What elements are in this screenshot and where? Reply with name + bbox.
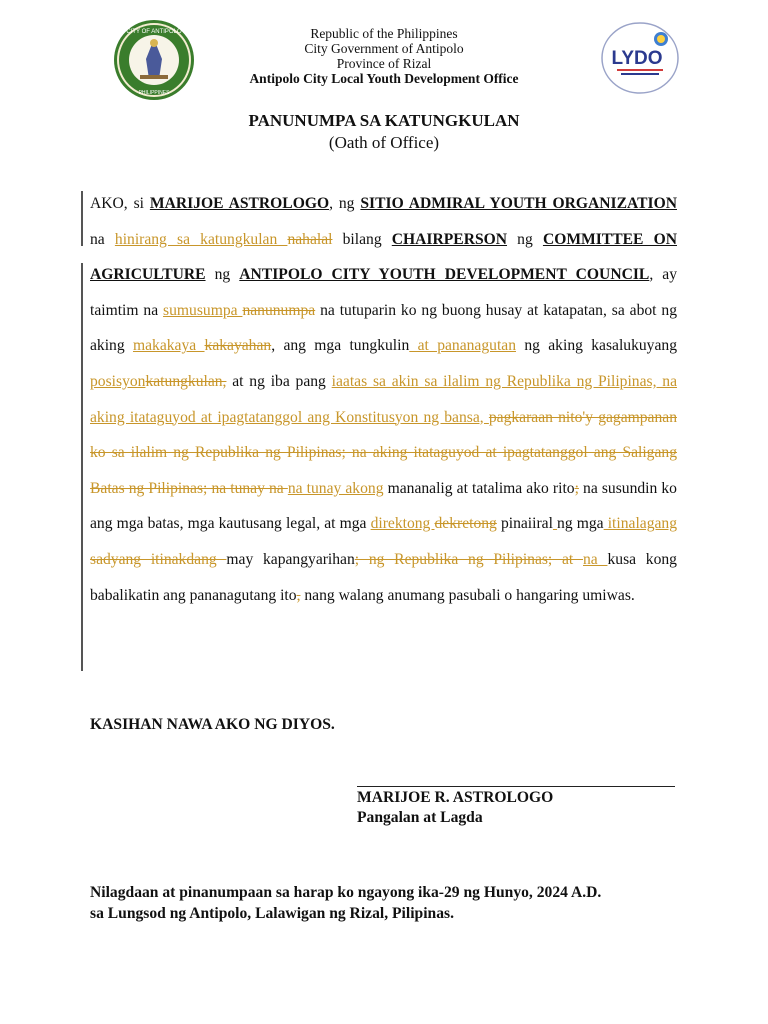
oath-text: na	[90, 230, 115, 248]
oath-name: MARIJOE ASTROLOGO	[149, 195, 330, 212]
header-country: Republic of the Philippines	[310, 26, 458, 41]
oath-text: ng aking kasalukuyang	[516, 337, 677, 355]
footer-line-2: sa Lungsod ng Antipolo, Lalawigan ng Rizal, Pilipinas.	[90, 905, 454, 922]
deleted-text: ,	[296, 586, 301, 604]
deleted-text: nahalal	[287, 230, 333, 248]
oath-committee: COMMITTEE ON AGRICULTURE	[90, 230, 677, 284]
oath-text: bilang	[332, 230, 392, 248]
signature-line	[357, 786, 675, 787]
inserted-text: at pananagutan	[409, 337, 516, 355]
closing-line: KASIHAN NAWA AKO NG DIYOS.	[90, 716, 335, 733]
oath-body	[90, 186, 677, 613]
inserted-text: itinalagang	[603, 515, 678, 533]
signatory-name: MARIJOE R. ASTROLOGO	[357, 789, 554, 806]
title-main: PANUNUMPA SA KATUNGKULAN	[248, 111, 520, 130]
deleted-text: dekretong	[434, 515, 497, 533]
header-province: Province of Rizal	[336, 56, 432, 71]
oath-text: mananalig at tatalima ako rito	[383, 479, 575, 497]
change-bar	[81, 191, 83, 246]
oath-text: , ang mga tungkulin	[271, 337, 410, 355]
oath-text: kusa kong babalikatin ang pananagutang ito	[90, 550, 677, 604]
svg-text:CITY OF ANTIPOLO: CITY OF ANTIPOLO	[126, 29, 182, 35]
oath-text: , ng	[329, 195, 361, 212]
footer-line-1: Nilagdaan at pinanumpaan sa harap ko ngayong ika-29 ng Hunyo, 2024 A.D.	[90, 884, 602, 901]
inserted-text: makakaya	[132, 337, 205, 355]
oath-text: may kapangyarihan	[226, 550, 355, 568]
oath-text: ng	[205, 266, 240, 284]
document-header	[0, 26, 768, 86]
oath-organization: SITIO ADMIRAL YOUTH ORGANIZATION	[360, 195, 677, 212]
oath-text: na susundin ko ang mga batas, mga kautusang legal, at mga	[90, 479, 677, 533]
oath-text: na tutuparin ko ng buong husay at katapatan, sa abot ng aking	[90, 301, 677, 355]
oath-text: , ay taimtim na	[90, 266, 678, 319]
header-city: City Government of Antipolo	[304, 41, 464, 56]
oath-text: ng mga	[557, 515, 604, 533]
inserted-text: posisyon	[90, 372, 146, 390]
inserted-text: hinirang sa katungkulan	[114, 230, 288, 248]
oath-position: CHAIRPERSON	[391, 230, 508, 248]
title-sub: (Oath of Office)	[328, 133, 440, 152]
inserted-text: na tunay akong	[287, 479, 384, 497]
oath-text: AKO, si	[90, 195, 150, 212]
oath-council: ANTIPOLO CITY YOUTH DEVELOPMENT COUNCIL	[239, 266, 650, 284]
deleted-text: katungkulan,	[145, 372, 227, 390]
deleted-text: pagkaraan nito'y gagampanan ko sa ilalim ng Republika ng Pilipinas; na aking itataguyod at ipagtatanggol ang Saligang Batas ng Pilipinas; na tunay na	[90, 408, 677, 497]
deleted-text: ; ng Republika ng Pilipinas; at	[354, 550, 583, 568]
signature-caption: Pangalan at Lagda	[357, 809, 483, 826]
inserted-text: direktong	[370, 515, 435, 533]
document-title	[0, 110, 768, 154]
deleted-text: sadyang itinakdang	[90, 550, 227, 568]
svg-text:PHILIPPINES: PHILIPPINES	[138, 90, 170, 96]
deleted-text: ;	[574, 479, 579, 497]
change-bar	[81, 263, 83, 671]
inserted-text: iaatas sa akin sa ilalim ng Republika ng Pilipinas, na aking itataguyod at ipagtatanggol ang Konstitusyon ng bansa,	[90, 372, 678, 426]
svg-text:LYDO: LYDO	[611, 48, 663, 69]
oath-text: at ng iba pang	[226, 372, 332, 390]
deleted-text: kakayahan	[204, 337, 272, 355]
inserted-text: sumusumpa	[163, 301, 243, 319]
deleted-text: nanunumpa	[242, 301, 316, 319]
oath-text: pinaiiral	[496, 515, 553, 533]
signature-block	[357, 788, 553, 828]
inserted-text: na	[583, 550, 608, 568]
header-office: Antipolo City Local Youth Development Office	[249, 71, 519, 86]
attestation-footer	[90, 882, 601, 924]
oath-text: nang walang anumang pasubali o hangaring umiwas.	[300, 586, 635, 604]
oath-text: ng	[507, 230, 543, 248]
